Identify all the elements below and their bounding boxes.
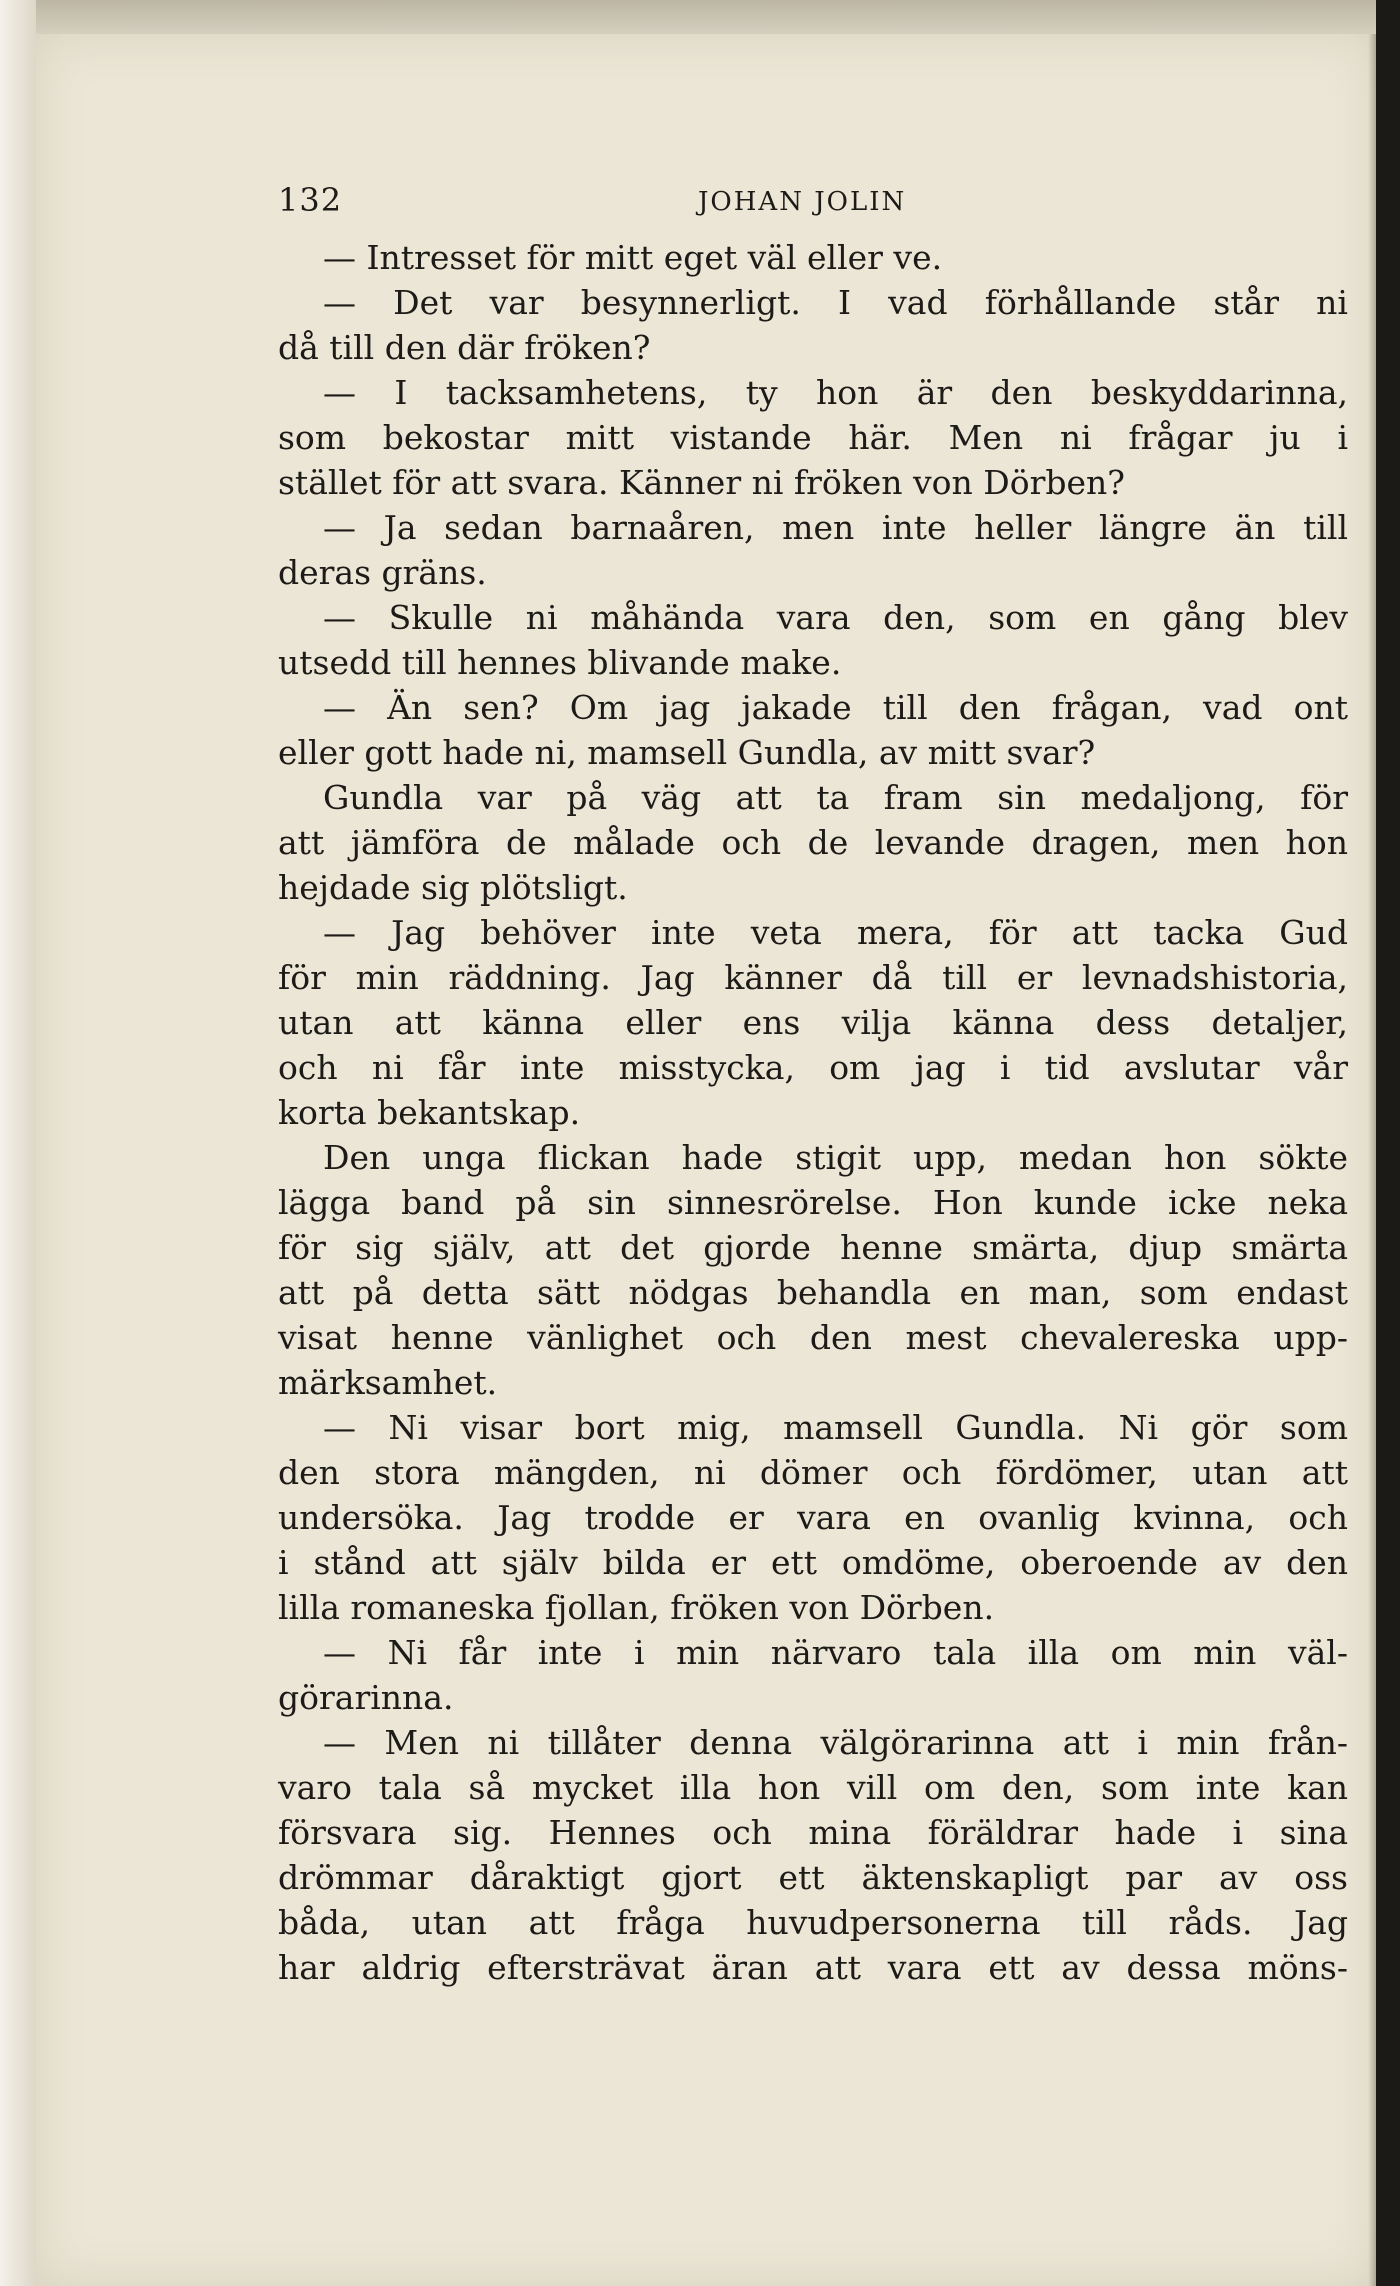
text-line: för min räddning. Jag känner då till er levnadshistoria,: [278, 958, 1348, 997]
text-line: som bekostar mitt vistande här. Men ni frågar ju i: [278, 418, 1348, 457]
text-line: den stora mängden, ni dömer och fördömer, utan att: [278, 1453, 1348, 1492]
text-line: hejdade sig plötsligt.: [278, 868, 628, 907]
text-line: — Ja sedan barnaåren, men inte heller längre än till: [323, 508, 1348, 547]
text-line: undersöka. Jag trodde er vara en ovanlig kvinna, och: [278, 1498, 1348, 1537]
text-line: görarinna.: [278, 1678, 454, 1717]
text-line: — Jag behöver inte veta mera, för att tacka Gud: [323, 913, 1348, 952]
running-title: JOHAN JOLIN: [698, 187, 907, 217]
text-line: att på detta sätt nödgas behandla en man, som endast: [278, 1273, 1348, 1312]
page-number: 132: [278, 181, 343, 219]
text-line: märksamhet.: [278, 1363, 498, 1402]
text-line: Den unga flickan hade stigit upp, medan hon sökte: [323, 1138, 1348, 1177]
text-line: varo tala så mycket illa hon vill om den, som inte kan: [278, 1768, 1348, 1807]
body-text: [278, 235, 1348, 1990]
text-line: — Men ni tillåter denna välgörarinna att i min från-: [323, 1723, 1348, 1762]
text-line: för sig själv, att det gjorde henne smärta, djup smärta: [278, 1228, 1348, 1267]
text-line: att jämföra de målade och de levande dragen, men hon: [278, 823, 1348, 862]
text-line: utan att känna eller ens vilja känna dess detaljer,: [278, 1003, 1348, 1042]
text-line: — Intresset för mitt eget väl eller ve.: [323, 238, 943, 277]
text-line: i stånd att själv bilda er ett omdöme, oberoende av den: [278, 1543, 1348, 1582]
text-line: och ni får inte misstycka, om jag i tid avslutar vår: [278, 1048, 1348, 1087]
text-line: utsedd till hennes blivande make.: [278, 643, 842, 682]
text-line: har aldrig eftersträvat äran att vara ett av dessa möns-: [278, 1948, 1348, 1987]
text-line: — Ni visar bort mig, mamsell Gundla. Ni gör som: [323, 1408, 1348, 1447]
text-line: stället för att svara. Känner ni fröken von Dörben?: [278, 463, 1125, 502]
text-line: korta bekantskap.: [278, 1093, 581, 1132]
text-line: då till den där fröken?: [278, 328, 651, 367]
text-line: lägga band på sin sinnesrörelse. Hon kunde icke neka: [278, 1183, 1348, 1222]
text-line: — Än sen? Om jag jakade till den frågan, vad ont: [323, 688, 1348, 727]
text-line: eller gott hade ni, mamsell Gundla, av mitt svar?: [278, 733, 1096, 772]
left-margin: [0, 0, 36, 2286]
text-line: lilla romaneska fjollan, fröken von Dörben.: [278, 1588, 995, 1627]
text-line: — Det var besynnerligt. I vad förhållande står ni: [323, 283, 1348, 322]
running-head: [278, 170, 1348, 230]
text-line: — I tacksamhetens, ty hon är den beskyddarinna,: [323, 373, 1348, 412]
text-line: försvara sig. Hennes och mina föräldrar hade i sina: [278, 1813, 1348, 1852]
text-line: båda, utan att fråga huvudpersonerna till råds. Jag: [278, 1903, 1348, 1942]
text-line: deras gräns.: [278, 553, 487, 592]
text-line: Gundla var på väg att ta fram sin medaljong, för: [323, 778, 1348, 817]
top-shadow: [0, 0, 1400, 36]
text-line: — Skulle ni måhända vara den, som en gång blev: [323, 598, 1348, 637]
text-line: visat henne vänlighet och den mest chevalereska upp-: [278, 1318, 1348, 1357]
text-line: — Ni får inte i min närvaro tala illa om min väl-: [323, 1633, 1348, 1672]
book-binding: [1376, 0, 1400, 2286]
text-line: drömmar dåraktigt gjort ett äktenskapligt par av oss: [278, 1858, 1348, 1897]
